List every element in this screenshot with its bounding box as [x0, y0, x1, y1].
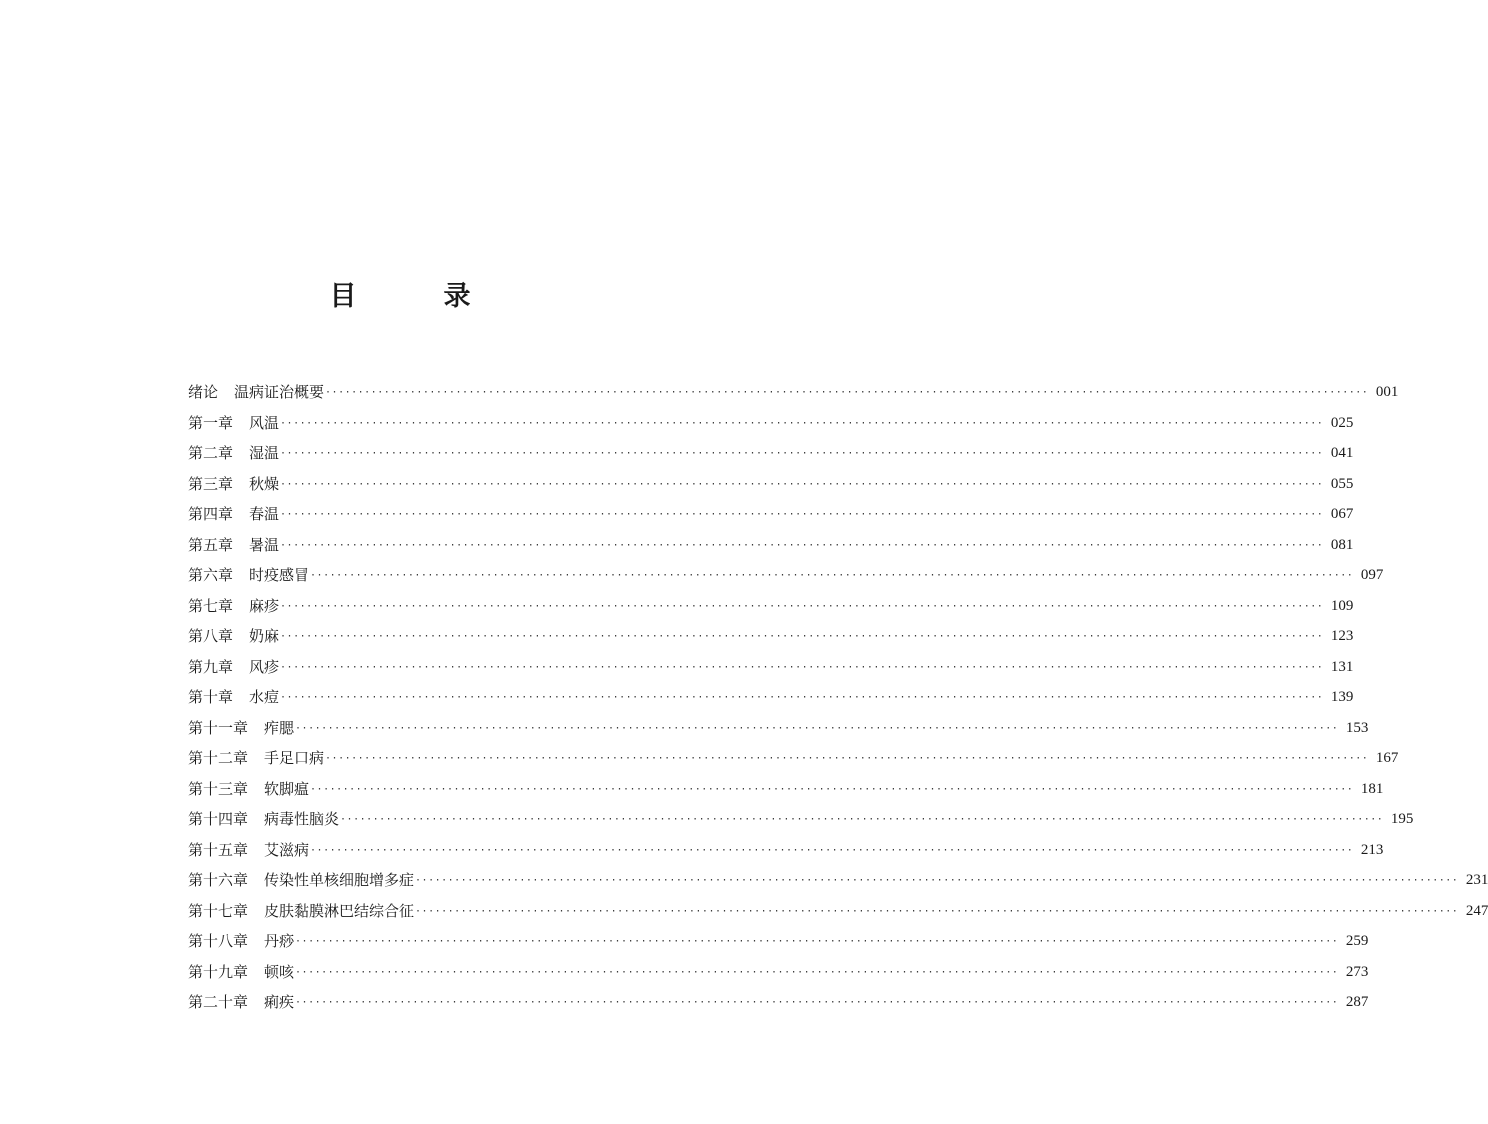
toc-entry[interactable] [188, 499, 1354, 530]
toc-entry-title: 艾滋病 [264, 840, 310, 859]
toc-entry[interactable] [188, 926, 1369, 957]
toc-entry-label: 第九章 [188, 657, 234, 676]
toc-entry-page-number: 001 [1375, 384, 1399, 400]
toc-entry[interactable] [188, 743, 1399, 774]
toc-entry[interactable] [188, 469, 1354, 500]
toc-entry-label: 第十六章 [188, 871, 249, 889]
toc-entry-label: 第四章 [188, 505, 234, 523]
toc-entry[interactable] [188, 682, 1354, 713]
toc-entry-title: 湿温 [249, 444, 280, 462]
toc-entry[interactable] [188, 865, 1488, 896]
toc-entry[interactable] [188, 652, 1354, 683]
dot-leader: ································································································································································ [295, 966, 1339, 978]
toc-entry[interactable] [188, 774, 1384, 805]
dot-leader: ································································································································································ [415, 875, 1459, 886]
toc-entry-title: 病毒性脑炎 [264, 810, 340, 828]
toc-entry-page-number: 231 [1465, 872, 1488, 888]
toc-entry[interactable] [188, 804, 1414, 835]
dot-leader: ································································································································································ [280, 661, 1324, 673]
toc-entry-page-number: 067 [1330, 506, 1354, 522]
dot-leader: ································································································································································ [310, 570, 1354, 581]
page-title: 目 录 [329, 281, 501, 313]
toc-entry-page-number: 259 [1345, 933, 1369, 949]
toc-entry-title: 水痘 [249, 688, 280, 706]
toc-entry-title: 春温 [249, 505, 280, 523]
toc-entry-page-number: 195 [1390, 811, 1414, 827]
table-of-contents [188, 377, 1488, 1018]
toc-entry-label: 第六章 [188, 566, 234, 584]
dot-leader: ································································································································································ [295, 997, 1339, 1008]
dot-leader: ································································································································································ [280, 692, 1324, 703]
toc-entry-title: 暑温 [249, 535, 280, 554]
dot-leader: ································································································································································ [340, 814, 1384, 825]
toc-entry-label: 第八章 [188, 627, 234, 645]
dot-leader: ································································································································································ [280, 631, 1324, 642]
toc-entry-title: 痄腮 [264, 718, 295, 737]
toc-entry-label: 绪论 [188, 383, 219, 401]
toc-entry[interactable] [188, 621, 1354, 652]
toc-entry-page-number: 081 [1330, 536, 1354, 553]
dot-leader: ································································································································································ [295, 722, 1339, 734]
toc-entry-label: 第二十章 [188, 993, 249, 1011]
dot-leader: ································································································································································ [280, 600, 1324, 612]
toc-entry[interactable] [188, 835, 1384, 866]
toc-entry-label: 第十章 [188, 688, 234, 706]
toc-entry[interactable] [188, 438, 1354, 469]
toc-entry[interactable] [188, 713, 1369, 744]
toc-entry[interactable] [188, 896, 1488, 927]
dot-leader: ································································································································································ [310, 844, 1354, 856]
toc-entry-title: 麻疹 [249, 596, 280, 615]
toc-entry-label: 第十五章 [188, 840, 249, 859]
toc-entry[interactable] [188, 377, 1399, 408]
toc-entry-label: 第一章 [188, 413, 234, 432]
toc-entry-page-number: 055 [1330, 475, 1354, 492]
dot-leader: ································································································································································ [325, 753, 1369, 764]
toc-entry-page-number: 153 [1345, 719, 1369, 736]
toc-entry-label: 第十二章 [188, 749, 249, 767]
toc-entry-title: 时疫感冒 [249, 566, 310, 584]
toc-entry[interactable] [188, 987, 1369, 1018]
toc-entry-label: 第十四章 [188, 810, 249, 828]
dot-leader: ································································································································································ [280, 478, 1324, 490]
toc-entry-title: 温病证治概要 [234, 383, 325, 401]
toc-entry[interactable] [188, 530, 1354, 561]
toc-entry-label: 第三章 [188, 474, 234, 493]
toc-entry-label: 第十九章 [188, 962, 249, 981]
toc-entry-label: 第十三章 [188, 779, 249, 798]
toc-entry-page-number: 123 [1330, 628, 1354, 644]
dot-leader: ································································································································································ [415, 905, 1459, 917]
dot-leader: ································································································································································ [280, 448, 1324, 459]
toc-entry-page-number: 131 [1330, 658, 1354, 675]
toc-entry[interactable] [188, 957, 1369, 988]
toc-entry-label: 第二章 [188, 444, 234, 462]
toc-entry-page-number: 213 [1360, 841, 1384, 858]
toc-entry-page-number: 139 [1330, 689, 1354, 705]
toc-entry-title: 奶麻 [249, 627, 280, 645]
toc-entry-title: 手足口病 [264, 749, 325, 767]
toc-entry-label: 第十七章 [188, 901, 249, 920]
toc-entry-title: 皮肤黏膜淋巴结综合征 [264, 901, 415, 920]
toc-entry-label: 第十八章 [188, 932, 249, 950]
dot-leader: ································································································································································ [280, 417, 1324, 429]
toc-entry-title: 软脚瘟 [264, 779, 310, 798]
toc-entry-page-number: 041 [1330, 445, 1354, 461]
toc-entry-page-number: 109 [1330, 597, 1354, 614]
dot-leader: ································································································································································ [325, 387, 1369, 398]
toc-entry[interactable] [188, 560, 1384, 591]
toc-entry-title: 风温 [249, 413, 280, 432]
toc-entry-label: 第五章 [188, 535, 234, 554]
toc-entry-page-number: 025 [1330, 414, 1354, 431]
dot-leader: ································································································································································ [280, 539, 1324, 551]
toc-entry-page-number: 181 [1360, 780, 1384, 797]
toc-entry-page-number: 167 [1375, 750, 1399, 766]
toc-entry-page-number: 273 [1345, 963, 1369, 980]
dot-leader: ································································································································································ [310, 783, 1354, 795]
toc-entry-title: 痢疾 [264, 993, 295, 1011]
dot-leader: ································································································································································ [280, 509, 1324, 520]
toc-entry-title: 丹痧 [264, 932, 295, 950]
toc-entry[interactable] [188, 591, 1354, 622]
toc-entry-page-number: 247 [1465, 902, 1488, 919]
dot-leader: ································································································································································ [295, 936, 1339, 947]
toc-entry-label: 第七章 [188, 596, 234, 615]
toc-entry-title: 风疹 [249, 657, 280, 676]
toc-entry-page-number: 097 [1360, 567, 1384, 583]
toc-entry-title: 传染性单核细胞增多症 [264, 871, 415, 889]
toc-entry-title: 顿咳 [264, 962, 295, 981]
toc-entry-page-number: 287 [1345, 994, 1369, 1010]
toc-entry-label: 第十一章 [188, 718, 249, 737]
toc-entry-title: 秋燥 [249, 474, 280, 493]
toc-entry[interactable] [188, 408, 1354, 439]
